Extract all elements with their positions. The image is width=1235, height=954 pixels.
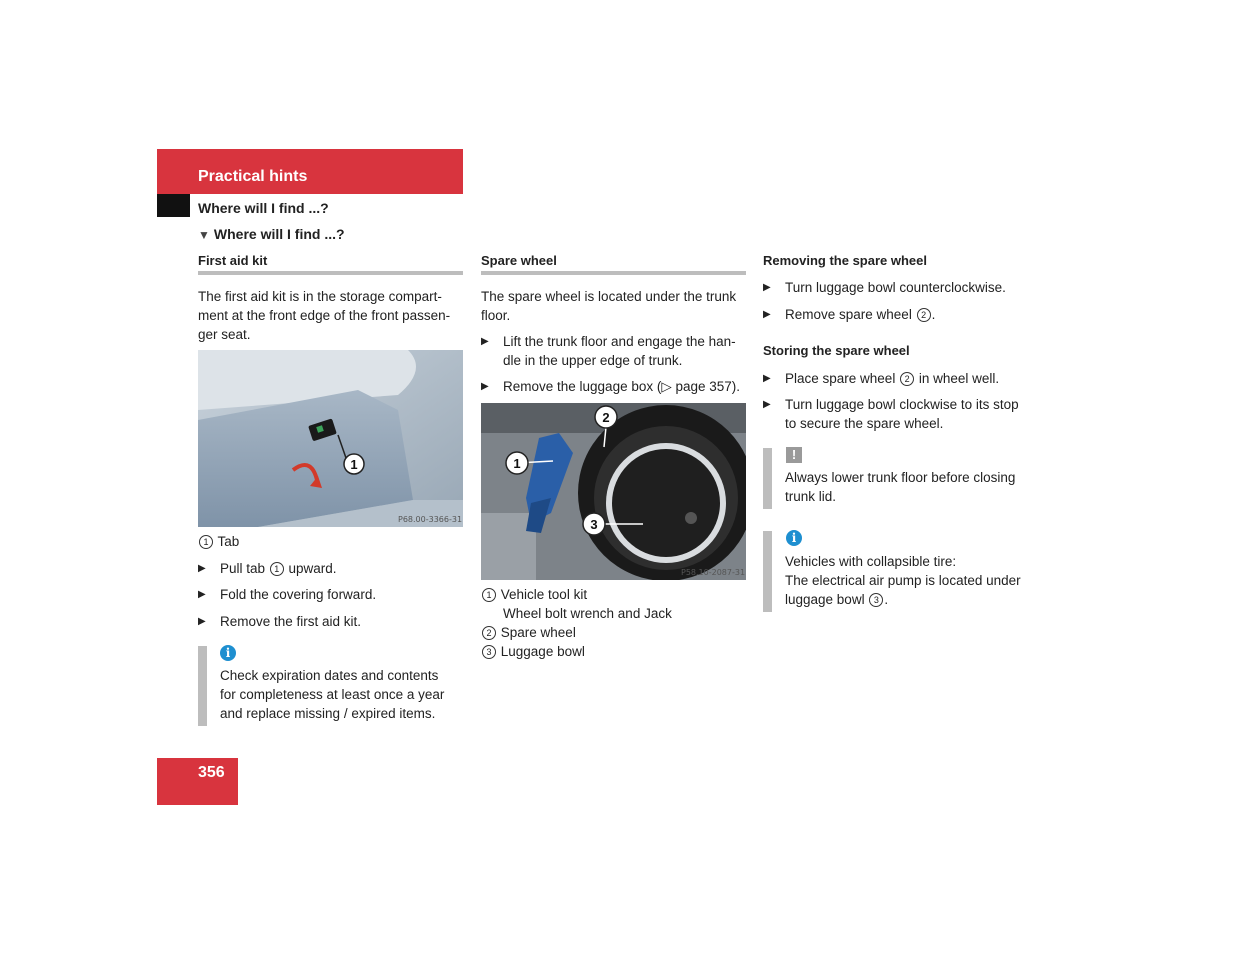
callout-1: 1 [513,456,521,471]
luggage-bowl [612,449,720,557]
page-number: 356 [198,764,225,781]
note-line: for completeness at least once a year [220,687,445,702]
legend-item: 2 Spare wheel [481,623,751,642]
legend-item-extra: Wheel bolt wrench and Jack [503,606,672,621]
bullet-arrow-icon: ▶ [763,373,771,384]
bullet-arrow-icon: ▶ [481,336,489,347]
topic-title-text: Where will I find ...? [213,226,345,242]
legend-item: 1 Vehicle tool kit [481,585,751,604]
callout-1: 1 [350,457,358,472]
list-item: ▶ Turn luggage bowl counterclockwise. [763,280,1006,295]
legend-label: Tab [217,534,240,549]
spare-wheel-legend [481,585,751,661]
first-aid-text-line: ment at the front edge of the front passen- [198,308,451,323]
list-item: ▶ Turn luggage bowl clockwise to its stop to secure the spare wheel. [763,397,1019,431]
list-item: ▶ Remove the first aid kit. [198,614,362,629]
spare-wheel-paragraph: The spare wheel is located under the trunk floor. [481,289,737,323]
list-item: ▶ Lift the trunk floor and engage the han- dle in the upper edge of trunk. [481,334,736,368]
bullet-arrow-icon: ▶ [481,381,489,392]
bullet-arrow-icon: ▶ [198,616,206,627]
first-aid-photo [198,350,463,527]
inline-number: 1 [270,562,284,576]
list-item: ▶ Fold the covering forward. [198,587,377,602]
info-icon: i [220,645,236,661]
removing-heading: Removing the spare wheel [763,253,927,268]
spare-wheel-photo [481,403,746,580]
bullet-arrow-icon: ▶ [763,309,771,320]
first-aid-paragraph [198,287,468,344]
first-aid-legend [198,532,239,551]
subsection-marker [157,194,190,217]
first-aid-heading: First aid kit [198,253,268,268]
info-icon: i [786,530,802,546]
callout-3: 3 [590,517,598,532]
legend-number: 1 [199,535,213,549]
spare-wheel-heading: Spare wheel [481,253,557,268]
topic-title [198,226,345,242]
first-aid-rule [198,271,463,275]
first-aid-text-line: ger seat. [198,327,251,342]
warning-note: Always lower trunk floor before closing trunk lid. [785,470,1016,504]
section-title: Practical hints [198,168,308,185]
bullet-arrow-icon: ▶ [763,399,771,410]
list-item: ▶ Remove spare wheel 2 . [763,307,936,322]
subsection-title: Where will I find ...? [198,200,329,216]
list-item: ▶ Place spare wheel 2 in wheel well. [763,371,1000,386]
note-bar [763,531,772,612]
spare-wheel-rule [481,271,746,275]
note-line: Check expiration dates and contents [220,668,439,683]
bullet-arrow-icon: ▶ [198,589,206,600]
note-line: and replace missing / expired items. [220,706,436,721]
callout-2: 2 [602,410,610,425]
list-item: ▶ Remove the luggage box (▷ page 357). [481,379,741,394]
photo-code: P68.00-3366-31 [398,515,463,524]
info-note [220,666,470,723]
warning-icon: ! [786,447,802,463]
note-bar [198,646,207,726]
first-aid-text-line: The first aid kit is in the storage compart- [198,289,442,304]
legend-item: 3 Luggage bowl [481,642,751,661]
bullet-arrow-icon: ▶ [763,282,771,293]
storing-heading: Storing the spare wheel [763,343,910,358]
info-note: Vehicles with collapsible tire: The electrical air pump is located under luggage bowl 3 . [785,554,1021,607]
triangle-down-icon: ▼ [198,228,210,242]
warning-bar [763,448,772,509]
bullet-arrow-icon: ▶ [198,563,206,574]
list-item: ▶ Pull tab 1 upward. [198,561,337,576]
photo-code: P58.10-2087-31 [681,568,746,577]
